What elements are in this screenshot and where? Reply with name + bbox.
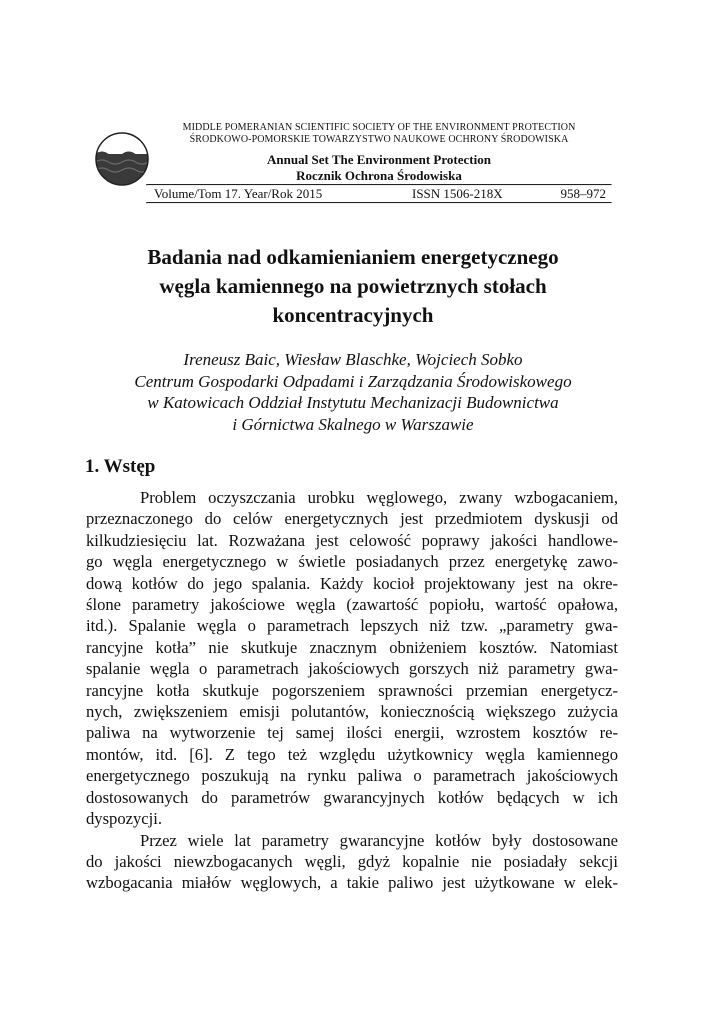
- paragraph-line: dową kotłów do jego spalania. Każdy kocioł projektowany jest na okre-: [86, 573, 618, 593]
- paragraph-line: kilkudziesięciu lat. Rozważana jest celowość poprawy jakości handlowe-: [86, 530, 618, 550]
- title-line: koncentracyjnych: [272, 303, 434, 327]
- paragraph-line: wzbogacania miałów węglowych, a takie paliwo jest użytkowane w elek-: [86, 873, 618, 893]
- journal-name-en: Annual Set The Environment Protection: [267, 152, 491, 167]
- author-names: Ireneusz Baic, Wiesław Blaschke, Wojciech Sobko: [183, 350, 523, 369]
- journal-header: [146, 122, 612, 204]
- paragraph-line: Przez wiele lat parametry gwarancyjne kotłów były dostosowane: [140, 830, 618, 850]
- paragraph-line: energetycznego poszukują na rynku paliwa o parametrach jakościowych: [86, 766, 618, 786]
- paragraph-line: nych, zwiększeniem emisji polutantów, koniecznością większego zużycia: [86, 702, 618, 722]
- affiliation-line: Centrum Gospodarki Odpadami i Zarządzania Środowiskowego: [134, 371, 572, 391]
- affiliation-line: i Górnictwa Skalnego w Warszawie: [232, 414, 474, 434]
- section-heading: 1. Wstęp: [85, 456, 156, 477]
- paragraph-line: spalanie węgla o parametrach jakościowych gorszych niż parametry gwa-: [86, 659, 618, 679]
- paragraph-line: Problem oczyszczania urobku węglowego, zwany wzbogacaniem,: [140, 488, 618, 507]
- journal-name-pl: Rocznik Ochrona Środowiska: [296, 168, 462, 183]
- paragraph-line: dostosowanych do parametrów gwarancyjnych kotłów będących w ich: [86, 787, 618, 807]
- paragraph-line: go węgla energetycznego w świetle posiadanych przez energetykę zawo-: [86, 552, 618, 572]
- article-title: [80, 243, 626, 330]
- volume-year: Volume/Tom 17. Year/Rok 2015: [154, 186, 323, 201]
- authors-affiliation: [80, 349, 626, 435]
- affiliation-line: w Katowicach Oddział Instytutu Mechanizacji Budownictwa: [147, 393, 559, 412]
- paragraph-line: dyspozycji.: [86, 809, 163, 829]
- society-logo-icon: [95, 132, 149, 186]
- paragraph-line: do jakości niewzbogacanych węgli, gdyż kopalnie nie posiadały sekcji: [86, 851, 618, 871]
- paragraph-line: przeznaczonego do celów energetycznych jest przedmiotem dyskusji od: [86, 509, 618, 529]
- body-text: [86, 487, 618, 894]
- title-line: węgla kamiennego na powietrznych stołach: [159, 274, 547, 298]
- title-line: Badania nad odkamienianiem energetycznego: [147, 245, 559, 269]
- issn: ISSN 1506-218X: [412, 186, 503, 201]
- header-rule-bottom: [146, 202, 612, 204]
- paragraph-line: itd.). Spalanie węgla o parametrach lepszych niż tzw. „parametry gwa-: [86, 616, 618, 636]
- paragraph-line: montów, itd. [6]. Z tego też względu użytkownicy węgla kamiennego: [86, 744, 618, 764]
- page-range: 958–972: [560, 186, 606, 201]
- society-name-en: MIDDLE POMERANIAN SCIENTIFIC SOCIETY OF THE ENVIRONMENT PROTECTION: [182, 122, 576, 133]
- society-name-pl: ŚRODKOWO-POMORSKIE TOWARZYSTWO NAUKOWE OCHRONY ŚRODOWISKA: [189, 134, 569, 145]
- paragraph-line: paliwa na wytworzenie tej samej ilości energii, wzrostem kosztów re-: [86, 723, 618, 743]
- paragraph-line: rancyjne kotła” nie skutkuje znacznym obniżeniem kosztów. Natomiast: [86, 637, 618, 657]
- journal-meta: [146, 186, 612, 202]
- paragraph-line: ślone parametry jakościowe węgla (zawartość popiołu, wartość opałowa,: [86, 595, 618, 615]
- paragraph-line: rancyjne kotła skutkuje pogorszeniem sprawności przemian energetycz-: [86, 680, 618, 700]
